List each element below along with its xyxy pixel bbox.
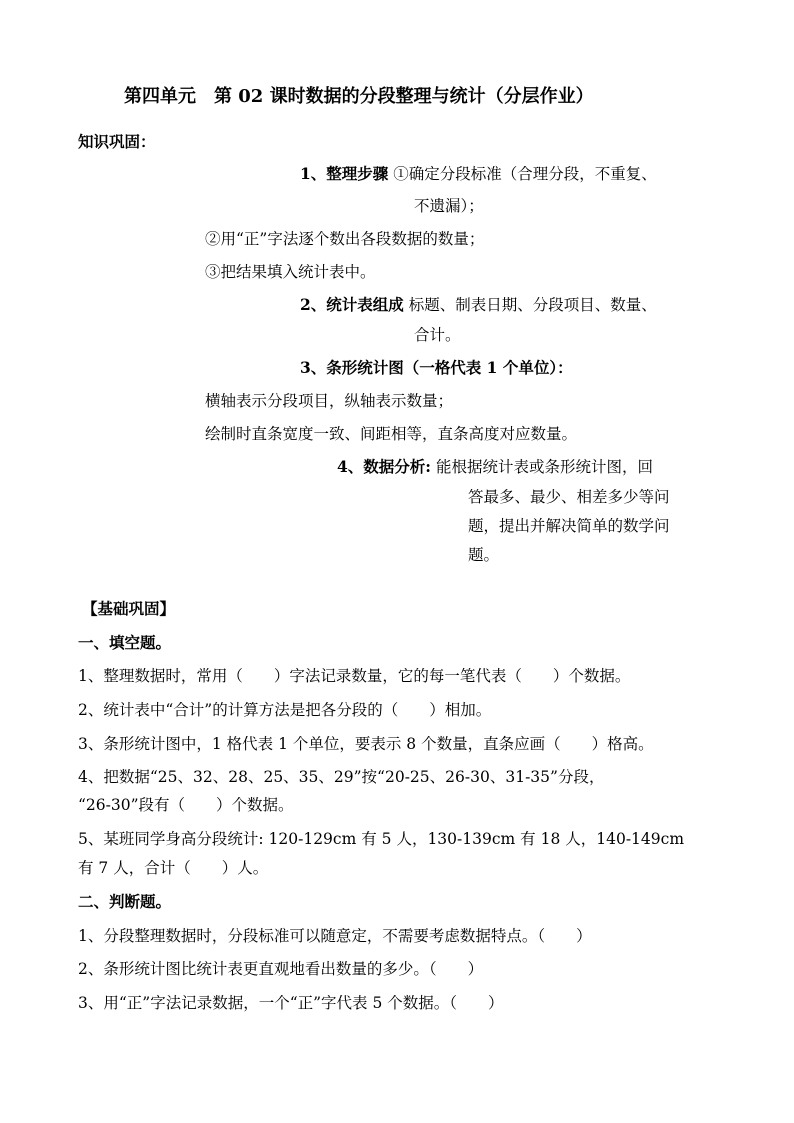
fill-in-question-2: 2、统计表中“合计”的计算方法是把各分段的（ ）相加。 — [78, 701, 492, 719]
true-false-question-3: 3、用“正”字法记录数据，一个“正”字代表 5 个数据。（ ） — [78, 994, 504, 1012]
knowledge-item-4-text-b: 答最多、最少、相差多少等问 — [468, 488, 670, 506]
fill-in-question-3: 3、条形统计图中，1 格代表 1 个单位，要表示 8 个数量，直条应画（ ）格高。 — [78, 735, 654, 753]
knowledge-item-1-text-c: ②用“正”字法逐个数出各段数据的数量； — [205, 230, 485, 248]
true-false-question-2: 2、条形统计图比统计表更直观地看出数量的多少。（ ） — [78, 960, 484, 978]
knowledge-item-1-text-d: ③把结果填入统计表中。 — [205, 263, 376, 281]
fill-in-question-4-line-1: 4、把数据“25、32、28、25、35、29”按“20-25、26-30、31-35”分段， — [78, 768, 605, 786]
fill-in-question-5-line-2: 有 7 人，合计（ ）人。 — [78, 859, 269, 877]
fill-in-question-1: 1、整理数据时，常用（ ）字法记录数量，它的每一笔代表（ ）个数据。 — [78, 667, 631, 685]
knowledge-heading: 知识巩固： — [78, 132, 156, 151]
knowledge-item-1-text-b: 不遗漏）； — [414, 197, 484, 215]
knowledge-item-1-text-a: ①确定分段标准（合理分段，不重复、 — [393, 165, 657, 183]
true-false-heading: 二、判断题。 — [78, 892, 172, 911]
knowledge-item-1-label: 1、整理步骤 — [300, 164, 389, 183]
knowledge-item-2-text-b: 合计。 — [414, 326, 461, 344]
knowledge-item-4-label: 4、数据分析: — [337, 457, 432, 476]
knowledge-item-4-text-d: 题。 — [468, 546, 500, 564]
knowledge-item-4-text-a: 能根据统计表或条形统计图，回 — [435, 458, 653, 476]
basic-heading: 【基础巩固】 — [82, 599, 176, 618]
knowledge-item-3-text-b: 绘制时直条宽度一致、间距相等，直条高度对应数量。 — [205, 425, 578, 443]
fill-in-heading: 一、填空题。 — [78, 633, 172, 652]
knowledge-item-2-label: 2、统计表组成 — [300, 295, 404, 314]
knowledge-item-4-line-1 — [337, 456, 653, 478]
knowledge-item-2-line-1 — [300, 294, 657, 316]
fill-in-question-5-line-1: 5、某班同学身高分段统计: 120-129cm 有 5 人，130-139cm 有 18 人，140-149cm — [78, 830, 685, 848]
fill-in-question-4-line-2: “26-30”段有（ ）个数据。 — [78, 796, 294, 814]
page-title: 第四单元 第 02 课时数据的分段整理与统计（分层作业） — [124, 86, 594, 107]
knowledge-item-2-text-a: 标题、制表日期、分段项目、数量、 — [408, 296, 657, 314]
knowledge-item-1-line-1 — [300, 163, 657, 185]
knowledge-item-3-text-a: 横轴表示分段项目，纵轴表示数量； — [205, 392, 454, 410]
knowledge-item-4-text-c: 题，提出并解决简单的数学问 — [468, 517, 670, 535]
knowledge-item-3-label: 3、条形统计图（一格代表 1 个单位）： — [300, 358, 573, 377]
true-false-question-1: 1、分段整理数据时，分段标准可以随意定，不需要考虑数据特点。（ ） — [78, 927, 592, 945]
